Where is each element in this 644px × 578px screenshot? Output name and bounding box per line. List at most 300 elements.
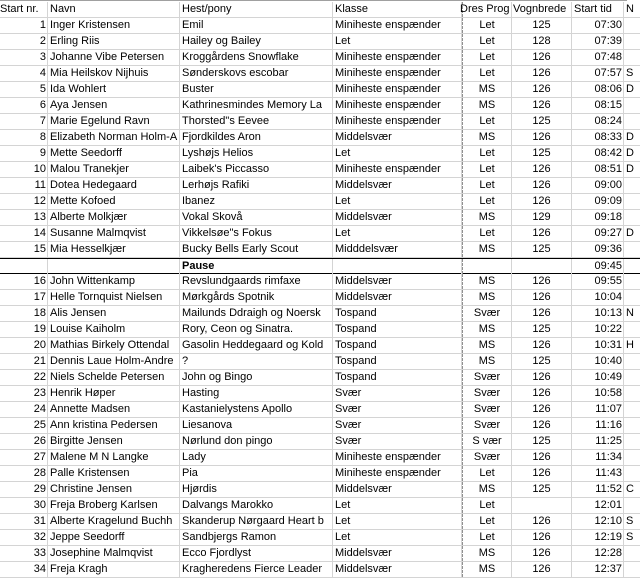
- cell-hest[interactable]: Bucky Bells Early Scout: [180, 242, 333, 257]
- cell-start-tid[interactable]: 12:19: [572, 530, 624, 545]
- cell-dres-prog[interactable]: MS: [462, 546, 512, 561]
- cell-klasse[interactable]: Midddelsvær: [333, 242, 462, 257]
- cell-start-nr[interactable]: 11: [0, 178, 48, 193]
- cell-klasse[interactable]: Miniheste enspænder: [333, 450, 462, 465]
- header-vognbredde[interactable]: Vognbrede: [512, 2, 572, 17]
- cell-extra[interactable]: [624, 466, 644, 481]
- cell-navn[interactable]: Louise Kaiholm: [48, 322, 180, 337]
- cell-hest[interactable]: Lerhøjs Rafiki: [180, 178, 333, 193]
- cell-hest[interactable]: Hjørdis: [180, 482, 333, 497]
- cell-vognbredde[interactable]: 126: [512, 402, 572, 417]
- cell-vognbredde[interactable]: 126: [512, 130, 572, 145]
- cell-navn[interactable]: Annette Madsen: [48, 402, 180, 417]
- cell-extra[interactable]: [624, 290, 644, 305]
- cell-hest[interactable]: Sønderskovs escobar: [180, 66, 333, 81]
- cell-start-tid[interactable]: 09:27: [572, 226, 624, 241]
- table-row: [0, 114, 640, 130]
- cell-start-nr[interactable]: 1: [0, 18, 48, 33]
- cell-hest[interactable]: Fjordkildes Aron: [180, 130, 333, 145]
- cell-vognbredde[interactable]: 126: [512, 50, 572, 65]
- cell-extra[interactable]: C: [626, 483, 634, 495]
- cell-navn[interactable]: Birgitte Jensen: [48, 434, 180, 449]
- cell-vognbredde[interactable]: 125: [512, 354, 572, 369]
- cell-dres-prog[interactable]: MS: [462, 98, 512, 113]
- cell-dres-prog[interactable]: Let: [462, 146, 512, 161]
- cell-navn[interactable]: Marie Egelund Ravn: [48, 114, 180, 129]
- cell-extra[interactable]: [624, 434, 644, 449]
- cell-navn[interactable]: Jeppe Seedorff: [48, 530, 180, 545]
- cell-start-tid[interactable]: 09:55: [572, 274, 624, 289]
- cell-extra[interactable]: D: [626, 131, 634, 143]
- cell-dres-prog[interactable]: Let: [462, 178, 512, 193]
- cell-dres-prog[interactable]: Svær: [462, 306, 512, 321]
- cell-vognbredde[interactable]: 128: [512, 34, 572, 49]
- cell-navn[interactable]: Dotea Hedegaard: [48, 178, 180, 193]
- header-navn[interactable]: Navn: [48, 2, 180, 17]
- cell-klasse[interactable]: Miniheste enspænder: [333, 98, 462, 113]
- cell-hest[interactable]: Vikkelsøe"s Fokus: [180, 226, 333, 241]
- cell-hest[interactable]: Laibek's Piccasso: [180, 162, 333, 177]
- cell-start-tid[interactable]: 10:40: [572, 354, 624, 369]
- cell-vognbredde[interactable]: 125: [512, 146, 572, 161]
- cell-start-tid[interactable]: 07:39: [572, 34, 624, 49]
- cell-extra[interactable]: [624, 354, 644, 369]
- cell-klasse[interactable]: Let: [333, 498, 462, 513]
- cell-dres-prog[interactable]: Let: [462, 194, 512, 209]
- cell-start-tid[interactable]: 10:04: [572, 290, 624, 305]
- cell-dres-prog[interactable]: Let: [462, 162, 512, 177]
- cell-klasse[interactable]: Middelsvær: [333, 546, 462, 561]
- cell-hest[interactable]: Liesanova: [180, 418, 333, 433]
- header-klasse[interactable]: Klasse: [333, 2, 462, 17]
- cell-hest[interactable]: Gasolin Heddegaard og Kold: [180, 338, 333, 353]
- pause-start-tid[interactable]: 09:45: [572, 259, 624, 274]
- cell-extra[interactable]: [624, 50, 644, 65]
- cell-start-nr[interactable]: 25: [0, 418, 48, 433]
- cell-navn[interactable]: Aya Jensen: [48, 98, 180, 113]
- cell-start-nr[interactable]: 24: [0, 402, 48, 417]
- cell-extra[interactable]: D: [626, 83, 634, 95]
- cell-extra[interactable]: S: [626, 67, 634, 79]
- cell-navn[interactable]: Christine Jensen: [48, 482, 180, 497]
- table-row: [0, 242, 640, 258]
- cell-start-nr[interactable]: 16: [0, 274, 48, 289]
- cell-vognbredde[interactable]: 126: [512, 466, 572, 481]
- cell-start-tid[interactable]: 10:58: [572, 386, 624, 401]
- table-row: [0, 354, 640, 370]
- cell-hest[interactable]: Kastanielystens Apollo: [180, 402, 333, 417]
- table-row: [0, 546, 640, 562]
- cell-vognbredde[interactable]: 125: [512, 434, 572, 449]
- cell-klasse[interactable]: Miniheste enspænder: [333, 162, 462, 177]
- cell-start-nr[interactable]: 23: [0, 386, 48, 401]
- cell-hest[interactable]: Kroggårdens Snowflake: [180, 50, 333, 65]
- cell-extra[interactable]: [624, 498, 644, 513]
- cell-start-tid[interactable]: 12:37: [572, 562, 624, 577]
- cell-extra[interactable]: [624, 178, 644, 193]
- cell-hest[interactable]: Skanderup Nørgaard Heart b: [180, 514, 333, 529]
- cell-vognbredde[interactable]: 126: [512, 290, 572, 305]
- cell-hest[interactable]: John og Bingo: [180, 370, 333, 385]
- cell-hest[interactable]: Hasting: [180, 386, 333, 401]
- cell-klasse[interactable]: Tospand: [333, 354, 462, 369]
- cell-vognbredde[interactable]: 129: [512, 210, 572, 225]
- cell-vognbredde[interactable]: 125: [512, 482, 572, 497]
- cell-dres-prog[interactable]: MS: [462, 82, 512, 97]
- cell-klasse[interactable]: Middelsvær: [333, 482, 462, 497]
- cell-vognbredde[interactable]: 126: [512, 530, 572, 545]
- cell-klasse[interactable]: Let: [333, 226, 462, 241]
- cell-start-nr[interactable]: 5: [0, 82, 48, 97]
- cell-dres-prog[interactable]: Let: [462, 34, 512, 49]
- cell-start-nr[interactable]: 29: [0, 482, 48, 497]
- cell-start-nr[interactable]: 17: [0, 290, 48, 305]
- cell-dres-prog[interactable]: MS: [462, 562, 512, 577]
- cell-dres-prog[interactable]: Let: [462, 114, 512, 129]
- cell-start-tid[interactable]: 11:07: [572, 402, 624, 417]
- cell-start-tid[interactable]: 08:06: [572, 82, 624, 97]
- cell-hest[interactable]: Lyshøjs Helios: [180, 146, 333, 161]
- cell-dres-prog[interactable]: Let: [462, 66, 512, 81]
- cell-start-tid[interactable]: 11:34: [572, 450, 624, 465]
- cell-dres-prog[interactable]: Let: [462, 50, 512, 65]
- cell-vognbredde[interactable]: 126: [512, 82, 572, 97]
- cell-vognbredde[interactable]: 126: [512, 98, 572, 113]
- cell-navn[interactable]: Ann kristina Pedersen: [48, 418, 180, 433]
- cell-start-tid[interactable]: 08:51: [572, 162, 624, 177]
- cell-klasse[interactable]: Tospand: [333, 322, 462, 337]
- cell-dres-prog[interactable]: Svær: [462, 402, 512, 417]
- cell-klasse[interactable]: Middelsvær: [333, 178, 462, 193]
- cell-hest[interactable]: Lady: [180, 450, 333, 465]
- cell-klasse[interactable]: Svær: [333, 418, 462, 433]
- cell-start-nr[interactable]: 2: [0, 34, 48, 49]
- cell-dres-prog[interactable]: Let: [462, 466, 512, 481]
- cell-navn[interactable]: Josephine Malmqvist: [48, 546, 180, 561]
- cell-extra[interactable]: [624, 194, 644, 209]
- cell-start-nr[interactable]: 20: [0, 338, 48, 353]
- cell-start-tid[interactable]: 09:09: [572, 194, 624, 209]
- cell-dres-prog[interactable]: Svær: [462, 370, 512, 385]
- cell-start-tid[interactable]: 08:42: [572, 146, 624, 161]
- cell-start-nr[interactable]: 9: [0, 146, 48, 161]
- cell-vognbredde[interactable]: 126: [512, 178, 572, 193]
- cell-navn[interactable]: Susanne Malmqvist: [48, 226, 180, 241]
- cell-navn[interactable]: Alis Jensen: [48, 306, 180, 321]
- cell-extra[interactable]: [624, 18, 644, 33]
- cell-vognbredde[interactable]: 126: [512, 418, 572, 433]
- cell-navn[interactable]: Freja Kragh: [48, 562, 180, 577]
- cell-klasse[interactable]: Miniheste enspænder: [333, 114, 462, 129]
- cell-start-tid[interactable]: 11:52: [572, 482, 624, 497]
- cell-navn[interactable]: Dennis Laue Holm-Andre: [48, 354, 180, 369]
- table-row: [0, 450, 640, 466]
- cell-extra[interactable]: [624, 418, 644, 433]
- cell-klasse[interactable]: Let: [333, 34, 462, 49]
- cell-klasse[interactable]: Middelsvær: [333, 290, 462, 305]
- cell-start-tid[interactable]: 12:01: [572, 498, 624, 513]
- cell-dres-prog[interactable]: MS: [462, 354, 512, 369]
- cell-hest[interactable]: Mailunds Ddraigh og Noersk: [180, 306, 333, 321]
- cell-extra[interactable]: [624, 370, 644, 385]
- cell-dres-prog[interactable]: Let: [462, 226, 512, 241]
- cell-start-nr[interactable]: 21: [0, 354, 48, 369]
- cell-start-nr[interactable]: 22: [0, 370, 48, 385]
- cell-start-nr[interactable]: 12: [0, 194, 48, 209]
- cell-start-tid[interactable]: 08:24: [572, 114, 624, 129]
- cell-navn[interactable]: Malene M N Langke: [48, 450, 180, 465]
- header-dres-prog[interactable]: Dres Prog: [462, 2, 512, 17]
- header-start-tid[interactable]: Start tid: [572, 2, 624, 17]
- cell-extra[interactable]: [624, 34, 644, 49]
- cell-navn[interactable]: Freja Broberg Karlsen: [48, 498, 180, 513]
- cell-start-nr[interactable]: 19: [0, 322, 48, 337]
- table-row: [0, 226, 640, 242]
- cell-start-nr[interactable]: 33: [0, 546, 48, 561]
- cell-vognbredde[interactable]: 126: [512, 226, 572, 241]
- cell-extra[interactable]: N: [626, 307, 634, 319]
- cell-dres-prog[interactable]: MS: [462, 290, 512, 305]
- header-extra[interactable]: N: [626, 3, 634, 15]
- cell-dres-prog[interactable]: Svær: [462, 386, 512, 401]
- cell-start-nr[interactable]: 31: [0, 514, 48, 529]
- cell-navn[interactable]: Mia Hesselkjær: [48, 242, 180, 257]
- cell-klasse[interactable]: Svær: [333, 386, 462, 401]
- cell-hest[interactable]: Kathrinesmindes Memory La: [180, 98, 333, 113]
- cell-start-nr[interactable]: 3: [0, 50, 48, 65]
- cell-klasse[interactable]: Let: [333, 530, 462, 545]
- cell-extra[interactable]: [624, 98, 644, 113]
- cell-dres-prog[interactable]: Let: [462, 498, 512, 513]
- cell-start-tid[interactable]: 10:13: [572, 306, 624, 321]
- cell-navn[interactable]: Malou Tranekjer: [48, 162, 180, 177]
- cell-hest[interactable]: Emil: [180, 18, 333, 33]
- cell-klasse[interactable]: Let: [333, 514, 462, 529]
- cell-vognbredde[interactable]: 125: [512, 18, 572, 33]
- cell-vognbredde[interactable]: 126: [512, 514, 572, 529]
- header-hest[interactable]: Hest/pony: [180, 2, 333, 17]
- cell-extra[interactable]: S: [626, 515, 634, 527]
- cell-start-nr[interactable]: 32: [0, 530, 48, 545]
- cell-extra[interactable]: [624, 259, 644, 274]
- cell-vognbredde[interactable]: [512, 498, 572, 513]
- cell-klasse[interactable]: Svær: [333, 434, 462, 449]
- cell-klasse[interactable]: Tospand: [333, 338, 462, 353]
- cell-vognbredde[interactable]: 126: [512, 370, 572, 385]
- cell-extra[interactable]: [624, 562, 644, 577]
- cell-navn[interactable]: Ida Wohlert: [48, 82, 180, 97]
- cell-vognbredde[interactable]: [512, 259, 572, 274]
- cell-hest[interactable]: Sandbjergs Ramon: [180, 530, 333, 545]
- cell-hest[interactable]: Ecco Fjordlyst: [180, 546, 333, 561]
- cell-start-tid[interactable]: 09:00: [572, 178, 624, 193]
- pause-row: [0, 258, 640, 274]
- cell-extra[interactable]: [624, 322, 644, 337]
- cell-dres-prog[interactable]: [462, 259, 512, 274]
- cell-hest[interactable]: Hailey og Bailey: [180, 34, 333, 49]
- cell-start-nr[interactable]: 14: [0, 226, 48, 241]
- cell-extra[interactable]: [624, 450, 644, 465]
- cell-vognbredde[interactable]: 126: [512, 306, 572, 321]
- cell-dres-prog[interactable]: MS: [462, 130, 512, 145]
- cell-klasse[interactable]: Miniheste enspænder: [333, 82, 462, 97]
- cell-dres-prog[interactable]: MS: [462, 274, 512, 289]
- cell-start-nr[interactable]: 4: [0, 66, 48, 81]
- cell-start-nr[interactable]: 15: [0, 242, 48, 257]
- cell-navn[interactable]: Mette Kofoed: [48, 194, 180, 209]
- cell-start-nr[interactable]: 30: [0, 498, 48, 513]
- cell-klasse[interactable]: Miniheste enspænder: [333, 50, 462, 65]
- cell-klasse[interactable]: Miniheste enspænder: [333, 66, 462, 81]
- cell-start-nr[interactable]: 6: [0, 98, 48, 113]
- cell-navn[interactable]: Niels Schelde Petersen: [48, 370, 180, 385]
- cell-start-nr[interactable]: 26: [0, 434, 48, 449]
- cell-start-nr[interactable]: 27: [0, 450, 48, 465]
- cell-start-tid[interactable]: 07:30: [572, 18, 624, 33]
- cell-vognbredde[interactable]: 126: [512, 66, 572, 81]
- cell-start-tid[interactable]: 10:49: [572, 370, 624, 385]
- cell-vognbredde[interactable]: 126: [512, 162, 572, 177]
- cell-extra[interactable]: [624, 242, 644, 257]
- cell-navn[interactable]: Alberte Kragelund Buchh: [48, 514, 180, 529]
- table-row: [0, 82, 640, 98]
- cell-start-tid[interactable]: 10:22: [572, 322, 624, 337]
- cell-hest[interactable]: Ibanez: [180, 194, 333, 209]
- cell-navn[interactable]: Mette Seedorff: [48, 146, 180, 161]
- cell-navn[interactable]: Helle Tornquist Nielsen: [48, 290, 180, 305]
- cell-extra[interactable]: H: [626, 339, 634, 351]
- cell-start-tid[interactable]: 08:33: [572, 130, 624, 145]
- cell-extra[interactable]: D: [626, 147, 634, 159]
- cell-vognbredde[interactable]: 125: [512, 114, 572, 129]
- cell-hest[interactable]: Pia: [180, 466, 333, 481]
- cell-start-tid[interactable]: 09:36: [572, 242, 624, 257]
- cell-navn[interactable]: Palle Kristensen: [48, 466, 180, 481]
- cell-start-tid[interactable]: 12:28: [572, 546, 624, 561]
- cell-dres-prog[interactable]: Let: [462, 514, 512, 529]
- cell-navn[interactable]: [48, 259, 180, 274]
- cell-hest[interactable]: Buster: [180, 82, 333, 97]
- cell-hest[interactable]: Revslundgaards rimfaxe: [180, 274, 333, 289]
- cell-dres-prog[interactable]: Svær: [462, 450, 512, 465]
- cell-dres-prog[interactable]: MS: [462, 322, 512, 337]
- cell-dres-prog[interactable]: MS: [462, 338, 512, 353]
- cell-klasse[interactable]: Middelsvær: [333, 210, 462, 225]
- cell-start-tid[interactable]: 07:57: [572, 66, 624, 81]
- cell-klasse[interactable]: Middelsvær: [333, 562, 462, 577]
- cell-start-tid[interactable]: 11:16: [572, 418, 624, 433]
- cell-vognbredde[interactable]: 126: [512, 338, 572, 353]
- cell-klasse[interactable]: Svær: [333, 402, 462, 417]
- cell-navn[interactable]: Mathias Birkely Ottendal: [48, 338, 180, 353]
- cell-hest[interactable]: Dalvangs Marokko: [180, 498, 333, 513]
- cell-start-nr[interactable]: 28: [0, 466, 48, 481]
- cell-klasse[interactable]: Middelsvær: [333, 130, 462, 145]
- cell-hest[interactable]: Vokal Skovå: [180, 210, 333, 225]
- cell-extra[interactable]: [624, 402, 644, 417]
- cell-start-nr[interactable]: 8: [0, 130, 48, 145]
- cell-start-tid[interactable]: 09:18: [572, 210, 624, 225]
- cell-vognbredde[interactable]: 126: [512, 562, 572, 577]
- cell-start-tid[interactable]: 11:43: [572, 466, 624, 481]
- cell-navn[interactable]: Elizabeth Norman Holm-A: [48, 130, 180, 145]
- cell-start-tid[interactable]: 08:15: [572, 98, 624, 113]
- cell-hest[interactable]: Kragheredens Fierce Leader: [180, 562, 333, 577]
- cell-hest[interactable]: ?: [180, 354, 333, 369]
- cell-extra[interactable]: [624, 386, 644, 401]
- cell-vognbredde[interactable]: 126: [512, 450, 572, 465]
- header-row: [0, 2, 640, 18]
- table-row: [0, 210, 640, 226]
- cell-klasse[interactable]: Let: [333, 146, 462, 161]
- cell-start-nr[interactable]: 34: [0, 562, 48, 577]
- cell-vognbredde[interactable]: 126: [512, 546, 572, 561]
- cell-hest[interactable]: Nørlund don pingo: [180, 434, 333, 449]
- cell-dres-prog[interactable]: Let: [462, 18, 512, 33]
- cell-start-nr[interactable]: 7: [0, 114, 48, 129]
- cell-start-tid[interactable]: 11:25: [572, 434, 624, 449]
- cell-hest[interactable]: Rory, Ceon og Sinatra.: [180, 322, 333, 337]
- cell-dres-prog[interactable]: MS: [462, 482, 512, 497]
- cell-dres-prog[interactable]: Let: [462, 530, 512, 545]
- cell-extra[interactable]: S: [626, 531, 634, 543]
- cell-start-tid[interactable]: 12:10: [572, 514, 624, 529]
- table-row: [0, 322, 640, 338]
- cell-start-nr[interactable]: [0, 259, 48, 274]
- cell-navn[interactable]: Johanne Vibe Petersen: [48, 50, 180, 65]
- table-row: [0, 530, 640, 546]
- cell-klasse[interactable]: Miniheste enspænder: [333, 466, 462, 481]
- cell-klasse[interactable]: Tospand: [333, 370, 462, 385]
- cell-klasse[interactable]: Let: [333, 194, 462, 209]
- cell-extra[interactable]: [624, 114, 644, 129]
- cell-hest[interactable]: Thorsted"s Eevee: [180, 114, 333, 129]
- cell-klasse[interactable]: Middelsvær: [333, 274, 462, 289]
- cell-extra[interactable]: D: [626, 163, 634, 175]
- cell-navn[interactable]: Mia Heilskov Nijhuis: [48, 66, 180, 81]
- pause-label[interactable]: Pause: [180, 259, 333, 274]
- cell-hest[interactable]: Mørkgårds Spotnik: [180, 290, 333, 305]
- cell-navn[interactable]: Erling Riis: [48, 34, 180, 49]
- cell-start-nr[interactable]: 10: [0, 162, 48, 177]
- cell-vognbredde[interactable]: 126: [512, 386, 572, 401]
- cell-navn[interactable]: John Wittenkamp: [48, 274, 180, 289]
- header-start-nr[interactable]: Start nr.: [0, 2, 48, 17]
- cell-navn[interactable]: Henrik Høper: [48, 386, 180, 401]
- cell-start-nr[interactable]: 13: [0, 210, 48, 225]
- cell-navn[interactable]: Alberte Molkjær: [48, 210, 180, 225]
- cell-klasse[interactable]: Miniheste enspænder: [333, 18, 462, 33]
- cell-dres-prog[interactable]: S vær: [462, 434, 512, 449]
- cell-dres-prog[interactable]: MS: [462, 210, 512, 225]
- cell-klasse[interactable]: [333, 259, 462, 274]
- cell-extra[interactable]: [624, 546, 644, 561]
- cell-vognbredde[interactable]: 126: [512, 274, 572, 289]
- cell-extra[interactable]: [624, 210, 644, 225]
- cell-klasse[interactable]: Tospand: [333, 306, 462, 321]
- cell-extra[interactable]: [624, 274, 644, 289]
- cell-vognbredde[interactable]: 125: [512, 242, 572, 257]
- cell-dres-prog[interactable]: MS: [462, 242, 512, 257]
- cell-navn[interactable]: Inger Kristensen: [48, 18, 180, 33]
- cell-extra[interactable]: D: [626, 227, 634, 239]
- cell-vognbredde[interactable]: 125: [512, 322, 572, 337]
- cell-start-tid[interactable]: 07:48: [572, 50, 624, 65]
- cell-dres-prog[interactable]: Svær: [462, 418, 512, 433]
- cell-vognbredde[interactable]: 126: [512, 194, 572, 209]
- cell-start-nr[interactable]: 18: [0, 306, 48, 321]
- cell-start-tid[interactable]: 10:31: [572, 338, 624, 353]
